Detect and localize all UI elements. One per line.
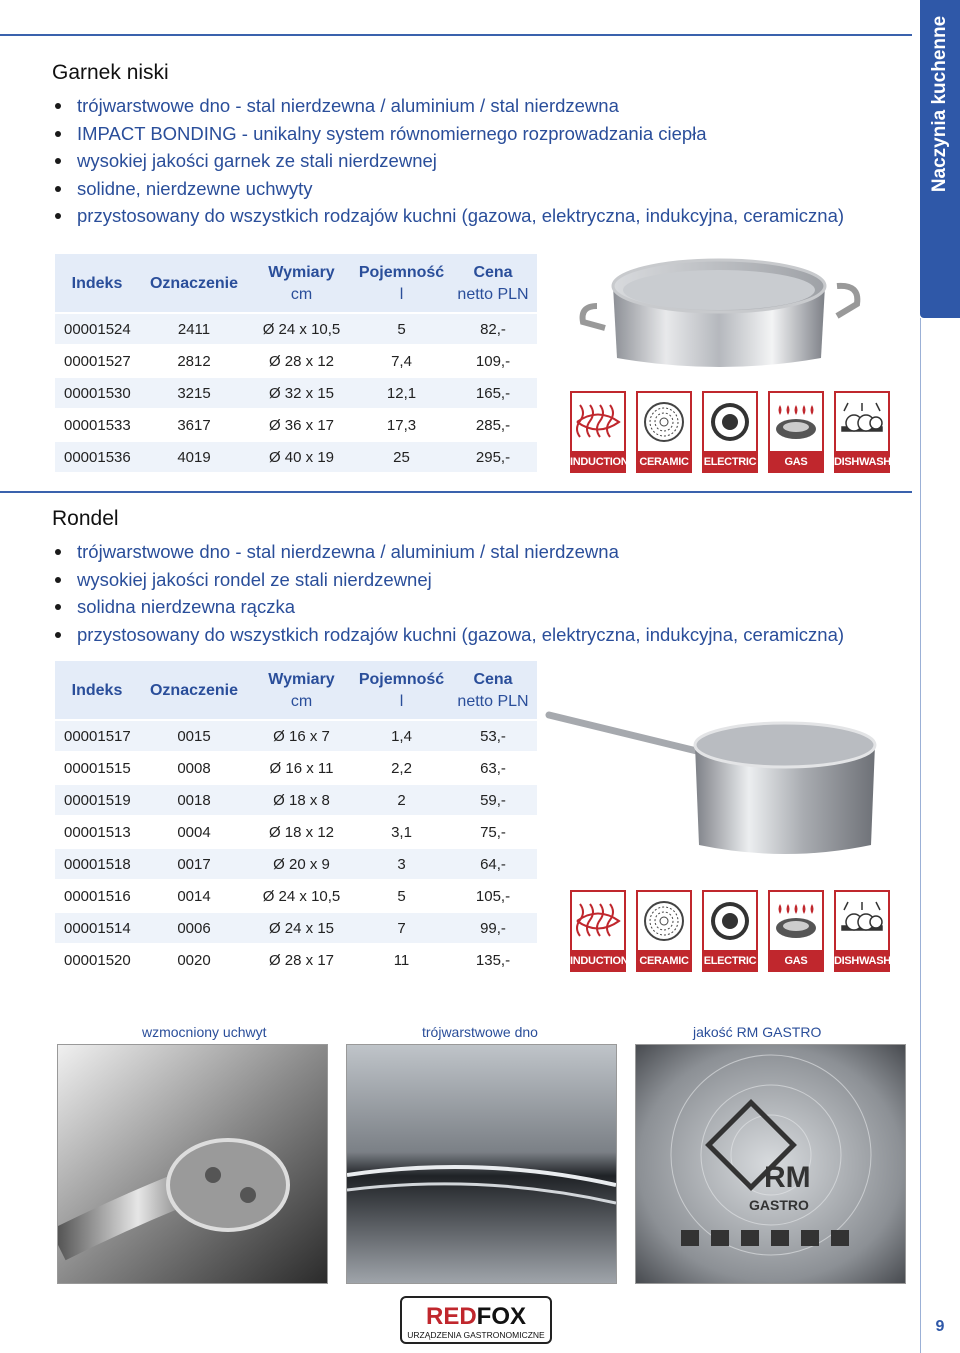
- column-header-unit: l: [399, 693, 404, 710]
- column-header-label: Cena: [473, 264, 513, 281]
- table-cell: 135,-: [449, 944, 537, 976]
- column-header: [449, 661, 537, 720]
- cooktop-label: GAS: [768, 451, 824, 473]
- feature-bullet: przystosowany do wszystkich rodzajów kuchni (gazowa, elektryczna, indukcyjna, ceramiczna): [52, 202, 844, 230]
- cooktop-icons-garnek: [570, 391, 906, 473]
- table-cell: 53,-: [449, 720, 537, 752]
- feature-bullet: trójwarstwowe dno - stal nierdzewna / aluminium / stal nierdzewna: [52, 538, 844, 566]
- gas-icon-glyph: [768, 890, 824, 950]
- table-cell: Ø 16 x 7: [249, 720, 354, 752]
- table-cell: Ø 24 x 15: [249, 912, 354, 944]
- column-header-unit: cm: [290, 693, 313, 710]
- feature-list-rondel: [52, 538, 844, 648]
- dishwasher-icon-glyph: [834, 391, 890, 451]
- ceramic-icon: [636, 890, 692, 972]
- table-cell: 2,2: [354, 752, 449, 784]
- column-header: [249, 661, 354, 720]
- table-row: [55, 752, 537, 784]
- redfox-logo: [400, 1296, 552, 1344]
- table-row: [55, 720, 537, 752]
- table-cell: 0008: [139, 752, 249, 784]
- table-row: [55, 944, 537, 976]
- electric-icon: [702, 890, 758, 972]
- page-number: 9: [935, 1318, 945, 1335]
- table-cell: 00001536: [55, 441, 139, 473]
- induction-icon-glyph: [570, 890, 626, 950]
- table-cell: 00001517: [55, 720, 139, 752]
- table-cell: 295,-: [449, 441, 537, 473]
- table-cell: Ø 24 x 10,5: [249, 880, 354, 912]
- table-cell: 00001530: [55, 377, 139, 409]
- section-title-garnek: Garnek niski: [52, 61, 169, 84]
- side-margin: [920, 318, 960, 1353]
- table-cell: 11: [354, 944, 449, 976]
- section-title-rondel: Rondel: [52, 507, 119, 530]
- table-cell: 00001516: [55, 880, 139, 912]
- table-cell: 109,-: [449, 345, 537, 377]
- table-cell: 105,-: [449, 880, 537, 912]
- ceramic-icon-glyph: [636, 890, 692, 950]
- column-header: [55, 661, 139, 720]
- logo-red: RED: [425, 1303, 477, 1330]
- low-pot-image: [575, 246, 865, 381]
- table-cell: 17,3: [354, 409, 449, 441]
- dishwasher-icon-glyph: [834, 890, 890, 950]
- cooktop-label: DISHWASHER: [834, 950, 890, 972]
- table-cell: 00001533: [55, 409, 139, 441]
- product-table-rondel: [55, 661, 537, 977]
- stamp-brand: RM: [764, 1161, 811, 1194]
- handle-photo: [57, 1044, 328, 1284]
- column-header: [354, 661, 449, 720]
- table-cell: 0015: [139, 720, 249, 752]
- table-cell: Ø 40 x 19: [249, 441, 354, 473]
- table-cell: 00001518: [55, 848, 139, 880]
- table-cell: 0004: [139, 816, 249, 848]
- table-cell: 4019: [139, 441, 249, 473]
- feature-bullet: wysokiej jakości rondel ze stali nierdzewnej: [52, 566, 844, 594]
- table-cell: 3,1: [354, 816, 449, 848]
- column-header-label: Indeks: [71, 275, 123, 292]
- table-cell: 99,-: [449, 912, 537, 944]
- column-header-label: Cena: [473, 671, 513, 688]
- column-header-unit: cm: [290, 286, 313, 303]
- logo-tagline: URZĄDZENIA GASTRONOMICZNE: [407, 1330, 545, 1340]
- feature-list-garnek: [52, 92, 844, 230]
- table-cell: 2411: [139, 313, 249, 345]
- gas-icon: [768, 391, 824, 473]
- table-cell: 3: [354, 848, 449, 880]
- table-cell: 00001519: [55, 784, 139, 816]
- table-row: [55, 784, 537, 816]
- table-cell: 00001520: [55, 944, 139, 976]
- feature-bullet: solidne, nierdzewne uchwyty: [52, 175, 844, 203]
- table-cell: 5: [354, 313, 449, 345]
- cooktop-label: ELECTRIC: [702, 451, 758, 473]
- table-cell: 3617: [139, 409, 249, 441]
- column-header: [249, 254, 354, 313]
- ceramic-icon-glyph: [636, 391, 692, 451]
- table-cell: 0018: [139, 784, 249, 816]
- photo-caption-quality: jakość RM GASTRO: [693, 1024, 822, 1040]
- table-cell: 285,-: [449, 409, 537, 441]
- table-cell: 7,4: [354, 345, 449, 377]
- table-cell: 2812: [139, 345, 249, 377]
- feature-bullet: wysokiej jakości garnek ze stali nierdzewnej: [52, 147, 844, 175]
- table-cell: Ø 16 x 11: [249, 752, 354, 784]
- table-row: [55, 377, 537, 409]
- table-cell: 5: [354, 880, 449, 912]
- cooktop-label: CERAMIC: [636, 451, 692, 473]
- table-cell: 00001524: [55, 313, 139, 345]
- electric-icon: [702, 391, 758, 473]
- table-row: [55, 441, 537, 473]
- table-row: [55, 409, 537, 441]
- table-cell: 82,-: [449, 313, 537, 345]
- feature-bullet: solidna nierdzewna rączka: [52, 593, 844, 621]
- column-header: [354, 254, 449, 313]
- column-header-label: Pojemność: [358, 671, 445, 688]
- cooktop-label: INDUCTION: [570, 451, 626, 473]
- column-header-label: Oznaczenie: [149, 275, 239, 292]
- table-row: [55, 816, 537, 848]
- table-cell: Ø 18 x 12: [249, 816, 354, 848]
- column-header-unit: l: [399, 286, 404, 303]
- cooktop-label: ELECTRIC: [702, 950, 758, 972]
- feature-bullet: IMPACT BONDING - unikalny system równomiernego rozprowadzania ciepła: [52, 120, 844, 148]
- table-cell: 1,4: [354, 720, 449, 752]
- logo-fox: FOX: [476, 1303, 527, 1330]
- cooktop-label: INDUCTION: [570, 950, 626, 972]
- category-tab-label: Naczynia kuchenne: [929, 15, 950, 193]
- cooktop-label: CERAMIC: [636, 950, 692, 972]
- table-row: [55, 880, 537, 912]
- table-cell: 165,-: [449, 377, 537, 409]
- table-cell: 0014: [139, 880, 249, 912]
- gas-icon-glyph: [768, 391, 824, 451]
- table-cell: 75,-: [449, 816, 537, 848]
- induction-icon: [570, 890, 629, 972]
- column-header-label: Wymiary: [268, 671, 335, 688]
- table-cell: 00001515: [55, 752, 139, 784]
- column-header-label: Wymiary: [268, 264, 335, 281]
- table-cell: 00001527: [55, 345, 139, 377]
- table-cell: 00001514: [55, 912, 139, 944]
- cooktop-label: GAS: [768, 950, 824, 972]
- table-cell: 64,-: [449, 848, 537, 880]
- table-cell: 7: [354, 912, 449, 944]
- table-cell: 0020: [139, 944, 249, 976]
- table-cell: Ø 28 x 17: [249, 944, 354, 976]
- category-tab: [920, 0, 960, 318]
- top-rule: [0, 34, 912, 36]
- dishwasher-icon: [834, 391, 906, 473]
- column-header-unit: netto PLN: [457, 693, 529, 710]
- table-cell: Ø 32 x 15: [249, 377, 354, 409]
- photo-caption-base: trójwarstwowe dno: [422, 1024, 538, 1040]
- table-row: [55, 313, 537, 345]
- column-header-label: Oznaczenie: [149, 682, 239, 699]
- induction-icon: [570, 391, 629, 473]
- column-header-unit: netto PLN: [457, 286, 529, 303]
- table-cell: Ø 18 x 8: [249, 784, 354, 816]
- induction-icon-glyph: [570, 391, 626, 451]
- column-header-label: Pojemność: [358, 264, 445, 281]
- table-cell: Ø 24 x 10,5: [249, 313, 354, 345]
- table-cell: Ø 36 x 17: [249, 409, 354, 441]
- table-cell: 3215: [139, 377, 249, 409]
- table-row: [55, 848, 537, 880]
- base-photo: [346, 1044, 617, 1284]
- column-header-label: Indeks: [71, 682, 123, 699]
- table-cell: Ø 20 x 9: [249, 848, 354, 880]
- column-header: [449, 254, 537, 313]
- ceramic-icon: [636, 391, 692, 473]
- table-cell: 25: [354, 441, 449, 473]
- column-header: [139, 661, 249, 720]
- cooktop-icons-rondel: [570, 890, 906, 972]
- feature-bullet: trójwarstwowe dno - stal nierdzewna / aluminium / stal nierdzewna: [52, 92, 844, 120]
- table-row: [55, 912, 537, 944]
- gas-icon: [768, 890, 824, 972]
- table-cell: 2: [354, 784, 449, 816]
- table-row: [55, 345, 537, 377]
- stamp-name: GASTRO: [749, 1197, 809, 1213]
- svg-text:REDFOX: [426, 1303, 526, 1330]
- dishwasher-icon: [834, 890, 906, 972]
- cooktop-label: DISHWASHER: [834, 451, 890, 473]
- saucepan-image: [545, 705, 885, 865]
- section-divider: [0, 491, 912, 493]
- table-cell: 63,-: [449, 752, 537, 784]
- table-cell: 0006: [139, 912, 249, 944]
- table-cell: 00001513: [55, 816, 139, 848]
- rm-gastro-photo: [635, 1044, 906, 1284]
- electric-icon-glyph: [702, 890, 758, 950]
- table-cell: 0017: [139, 848, 249, 880]
- table-cell: 12,1: [354, 377, 449, 409]
- electric-icon-glyph: [702, 391, 758, 451]
- product-table-garnek: [55, 254, 537, 474]
- photo-caption-handle: wzmocniony uchwyt: [142, 1024, 267, 1040]
- column-header: [55, 254, 139, 313]
- table-cell: Ø 28 x 12: [249, 345, 354, 377]
- feature-bullet: przystosowany do wszystkich rodzajów kuchni (gazowa, elektryczna, indukcyjna, ceramiczna): [52, 621, 844, 649]
- table-cell: 59,-: [449, 784, 537, 816]
- column-header: [139, 254, 249, 313]
